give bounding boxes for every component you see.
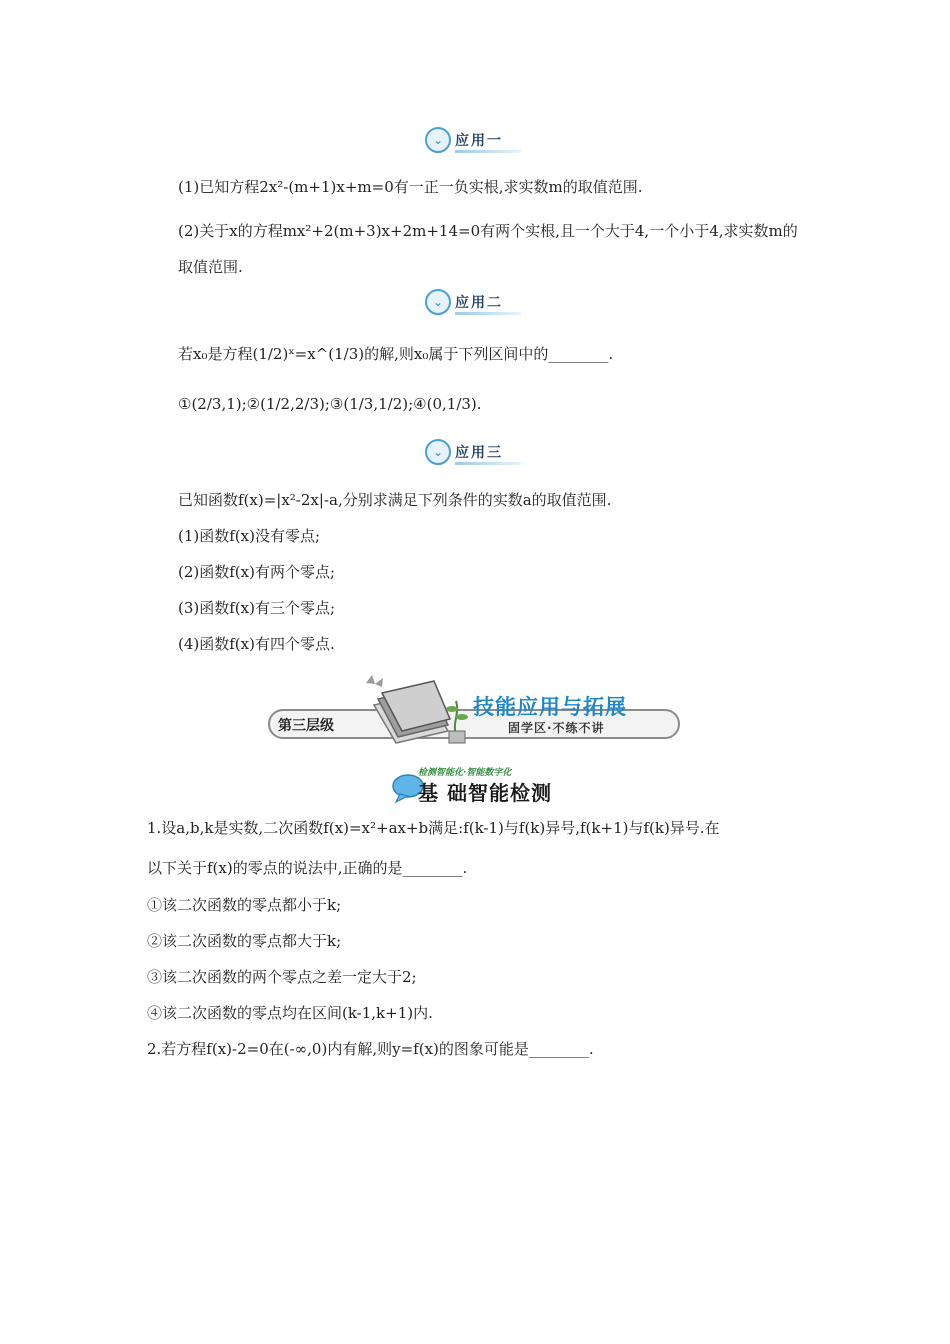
basic-check-tagline: 检测智能化·智能数字化 [418,768,512,778]
app1-line-1: (1)已知方程2x²-(m+1)x+m=0有一正一负实根,求实数m的取值范围. [178,178,643,196]
chevron-down-icon: ⌄ [425,439,451,465]
section-label: 应用三 [455,445,503,461]
app2-line-2: ①(2/3,1);②(1/2,2/3);③(1/3,1/2);④(0,1/3). [178,395,482,413]
app3-item-2: (2)函数f(x)有两个零点; [178,563,336,581]
section-tag-app1 [425,125,521,155]
section-label: 应用二 [455,295,503,311]
q1-stem-line-2: 以下关于f(x)的零点的说法中,正确的是________. [147,859,468,877]
q1-stem-line-1: 1.设a,b,k是实数,二次函数f(x)=x²+ax+b满足:f(k-1)与f(k)异号,f(k+1)与f(k)异号.在 [147,819,720,837]
chevron-down-icon: ⌄ [425,289,451,315]
basic-check-heading [392,765,572,807]
q1-option-3: ③该二次函数的两个零点之差一定大于2; [147,968,417,986]
q1-option-2: ②该二次函数的零点都大于k; [147,932,342,950]
app3-item-1: (1)函数f(x)没有零点; [178,527,321,545]
banner-subtitle: 固学区·不练不讲 [508,721,605,735]
q1-option-1: ①该二次函数的零点都小于k; [147,896,342,914]
app2-line-1: 若x₀是方程(1/2)ˣ=x^(1/3)的解,则x₀属于下列区间中的________. [178,345,614,363]
basic-check-title: 基 础智能检测 [418,781,552,805]
banner-title: 技能应用与拓展 [473,695,627,719]
level-three-banner [268,665,683,747]
app3-line-1: 已知函数f(x)=|x²-2x|-a,分别求满足下列条件的实数a的取值范围. [178,491,612,509]
section-tag-app3 [425,437,521,467]
app1-line-2: (2)关于x的方程mx²+2(m+3)x+2m+14=0有两个实根,且一个大于4,一个小于4,求实数m的取值范围. [178,222,798,276]
app3-item-3: (3)函数f(x)有三个零点; [178,599,336,617]
app3-item-4: (4)函数f(x)有四个零点. [178,635,335,653]
level-label: 第三层级 [278,718,334,734]
section-tag-app2 [425,287,521,317]
q2-stem: 2.若方程f(x)-2=0在(-∞,0)内有解,则y=f(x)的图象可能是________. [147,1040,594,1058]
section-label: 应用一 [455,133,503,149]
book-plant-illustration-icon [356,665,476,745]
chevron-down-icon: ⌄ [425,127,451,153]
q1-option-4: ④该二次函数的零点均在区间(k-1,k+1)内. [147,1004,433,1022]
